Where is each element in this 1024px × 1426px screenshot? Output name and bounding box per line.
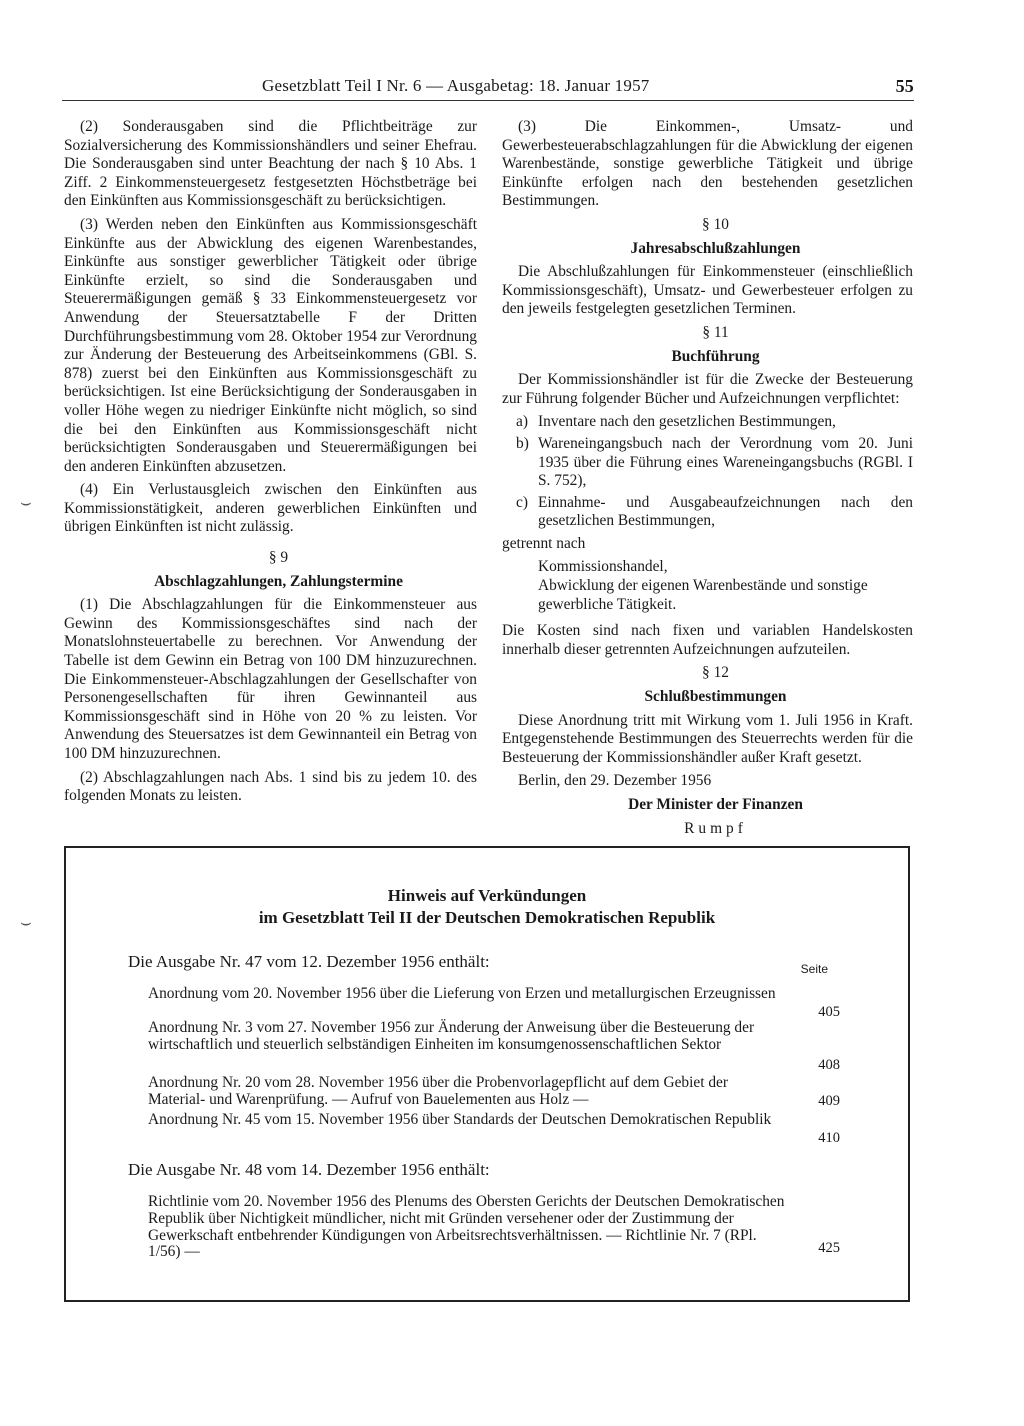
issue-heading: Die Ausgabe Nr. 48 vom 14. Dezember 1956 enthält: <box>128 1160 490 1179</box>
section-heading: Buchführung <box>671 347 760 365</box>
list-label: b) <box>516 434 529 452</box>
entry-page: 425 <box>818 1240 840 1256</box>
entry-page: 409 <box>818 1093 840 1109</box>
paragraph: (2) Sonderausgaben sind die Pflichtbeiträge zur Sozialversicherung des Kommissionshändlers und seiner Ehefrau. Die Sonderausgaben sind unter Beachtung der nach § 10 Abs. 1 Ziff. 2 Einkommensteuergesetz festgesetzten Höchstbeträge bei den Einkünften aus Kommissionsgeschäft zu berücksichtigen. <box>64 118 477 210</box>
paragraph: (2) Abschlagzahlungen nach Abs. 1 sind bis zu jedem 10. des folgenden Monats zu leisten. <box>64 768 477 805</box>
margin-mark: ⌣ <box>20 492 32 512</box>
paragraph: (3) Werden neben den Einkünften aus Kommissionsgeschäft Einkünfte aus der Abwicklung des eigenen Warenbestandes, Einkünfte aus sonstiger gewerblicher Tätigkeit oder übrige Einkünfte erzielt, so sind die Sonderausgaben und Steuerermäßigungen gemäß § 33 Einkommensteuergesetz vor Anwendung der Steuersatztabelle F der Dritten Durchführungsbestimmung vom 28. Oktober 1954 zur Verordnung zur Änderung der Besteuerung des Arbeitseinkommens (GBl. S. 878) zuerst bei den Einkünften aus Kommissionsgeschäft zu berücksichtigen. Ist eine Berücksichtigung der Sonderausgaben in voller Höhe wegen zu niedriger Einkünfte nicht möglich, so sind die bei den Einkünften aus Kommissionsgeschäft nicht berücksichtigten Sonderausgaben und Steuerermäßigungen bei den anderen Einkünften abzusetzen. <box>64 215 477 475</box>
entry: Anordnung Nr. 20 vom 28. November 1956 über die Probenvorlagepflicht auf dem Gebiet der Material- und Warenprüfung. — Aufruf von Bauelementen aus Holz — <box>148 1074 728 1108</box>
section-heading: Abschlagzahlungen, Zahlungstermine <box>154 572 403 590</box>
list-text: Einnahme- und Ausgabeaufzeichnungen nach den gesetzlichen Bestimmungen, <box>538 493 913 530</box>
page-number: 55 <box>895 76 914 96</box>
entry-page: 408 <box>818 1057 840 1073</box>
left-column <box>64 118 477 811</box>
paragraph: (1) Die Abschlagzahlungen für die Einkommensteuer aus Gewinn des Kommissionsgeschäftes sind nach der Monatslohnsteuertabelle zu berechnen. Vor Anwendung der Tabelle ist dem Gewinn ein Betrag von 100 DM hinzuzurechnen. Die Einkommensteuer-Abschlagzahlungen der Gesellschafter von Personengesellschaften für ihren Gewinnanteil aus Kommissionsgeschäft sind in Höhe von 20 % zu leisten. Vor Anwendung des Steuersatzes ist dem Gewinnanteil ein Betrag von 100 DM hinzuzurechnen. <box>64 596 477 762</box>
section-number: § 10 <box>702 215 729 233</box>
list-label: c) <box>516 493 528 511</box>
paragraph: (3) Die Einkommen-, Umsatz- und Gewerbesteuerabschlagzahlungen für die Abwicklung der eigenen Warenbestände, sonstige gewerbliche Tätigkeit und übrige Einkünfte erfolgen nach den bestehenden gesetzlichen Bestimmungen. <box>502 118 913 210</box>
section-heading: Jahresabschlußzahlungen <box>630 239 801 257</box>
page-header <box>62 76 914 98</box>
section-number: § 11 <box>702 323 729 341</box>
entry-page: 405 <box>818 1004 840 1020</box>
paragraph: Die Abschlußzahlungen für Einkommensteuer (einschließlich Kommissionsgeschäft), Umsatz- und Gewerbesteuer erfolgen zu den jeweils festgelegten gesetzlichen Terminen. <box>502 263 913 318</box>
signatory-title: Der Minister der Finanzen <box>628 796 803 813</box>
list-text: Inventare nach den gesetzlichen Bestimmungen, <box>538 413 836 431</box>
header-rule <box>62 100 914 101</box>
paragraph: (4) Ein Verlustausgleich zwischen den Einkünften aus Kommissionstätigkeit, anderen gewerblichen Einkünften und übrigen Einkünften ist nicht zulässig. <box>64 481 477 536</box>
list-text: Wareneingangsbuch nach der Verordnung vom 20. Juni 1935 über die Führung eines Wareneingangsbuchs (RGBl. I S. 752), <box>538 434 913 490</box>
box-title: Hinweis auf Verkündungen <box>387 886 587 905</box>
list-label: a) <box>516 413 528 431</box>
entry: Anordnung Nr. 45 vom 15. November 1956 über Standards der Deutschen Demokratischen Republik <box>148 1111 772 1128</box>
entry: Anordnung vom 20. November 1956 über die Lieferung von Erzen und metallurgischen Erzeugnissen <box>148 985 776 1002</box>
entry: Anordnung Nr. 3 vom 27. November 1956 zur Änderung der Anweisung über die Besteuerung der wirtschaftlich und steuerlich selbständigen Einheiten im konsumgenossenschaftlichen Sektor <box>148 1019 755 1053</box>
paragraph: Diese Anordnung tritt mit Wirkung vom 1. Juli 1956 in Kraft. Entgegenstehende Bestimmungen des Steuerrechts werden für die Besteuerung der Kommissionshändler außer Kraft gesetzt. <box>502 711 913 766</box>
paragraph: getrennt nach <box>502 534 586 552</box>
paragraph: Die Kosten sind nach fixen und variablen Handelskosten innerhalb dieser getrennten Aufzeichnungen aufzuteilen. <box>502 622 913 658</box>
section-heading: Schlußbestimmungen <box>644 688 787 706</box>
list-item: Abwicklung der eigenen Warenbestände und sonstige gewerbliche Tätigkeit. <box>538 577 868 613</box>
entry: Richtlinie vom 20. November 1956 des Plenums des Obersten Gerichts der Deutschen Demokratischen Republik über Nichtigkeit mündlicher, nicht mit Gründen versehener oder der Zustimmung der Gewerkschaft entbehrender Kündigungen von Arbeitsrechtsverhältnissen. — Richtlinie Nr. 7 (RPl. 1/56) — <box>148 1193 785 1261</box>
section-number: § 12 <box>702 664 729 682</box>
right-column <box>502 118 913 843</box>
separation-list <box>538 558 913 614</box>
list-item: Kommissionshandel, <box>538 558 668 576</box>
page-column-label: Seite <box>800 962 828 976</box>
signature-date: Berlin, den 29. Dezember 1956 <box>518 772 712 790</box>
signatory-name: Rumpf <box>684 819 747 837</box>
section-number: § 9 <box>268 549 289 567</box>
issue-heading: Die Ausgabe Nr. 47 vom 12. Dezember 1956 enthält: <box>128 952 490 971</box>
list-item <box>502 435 913 491</box>
announcement-box <box>64 846 910 1302</box>
entry-page: 410 <box>818 1130 840 1146</box>
header-title: Gesetzblatt Teil I Nr. 6 — Ausgabetag: 18. Januar 1957 <box>262 76 650 95</box>
list-item <box>502 413 913 432</box>
book-list <box>502 413 913 531</box>
margin-mark: ⌣ <box>20 912 32 932</box>
box-subtitle: im Gesetzblatt Teil II der Deutschen Demokratischen Republik <box>258 908 716 927</box>
paragraph: Der Kommissionshändler ist für die Zwecke der Besteuerung zur Führung folgender Bücher und Aufzeichnungen verpflichtet: <box>502 371 913 407</box>
list-item <box>502 494 913 531</box>
